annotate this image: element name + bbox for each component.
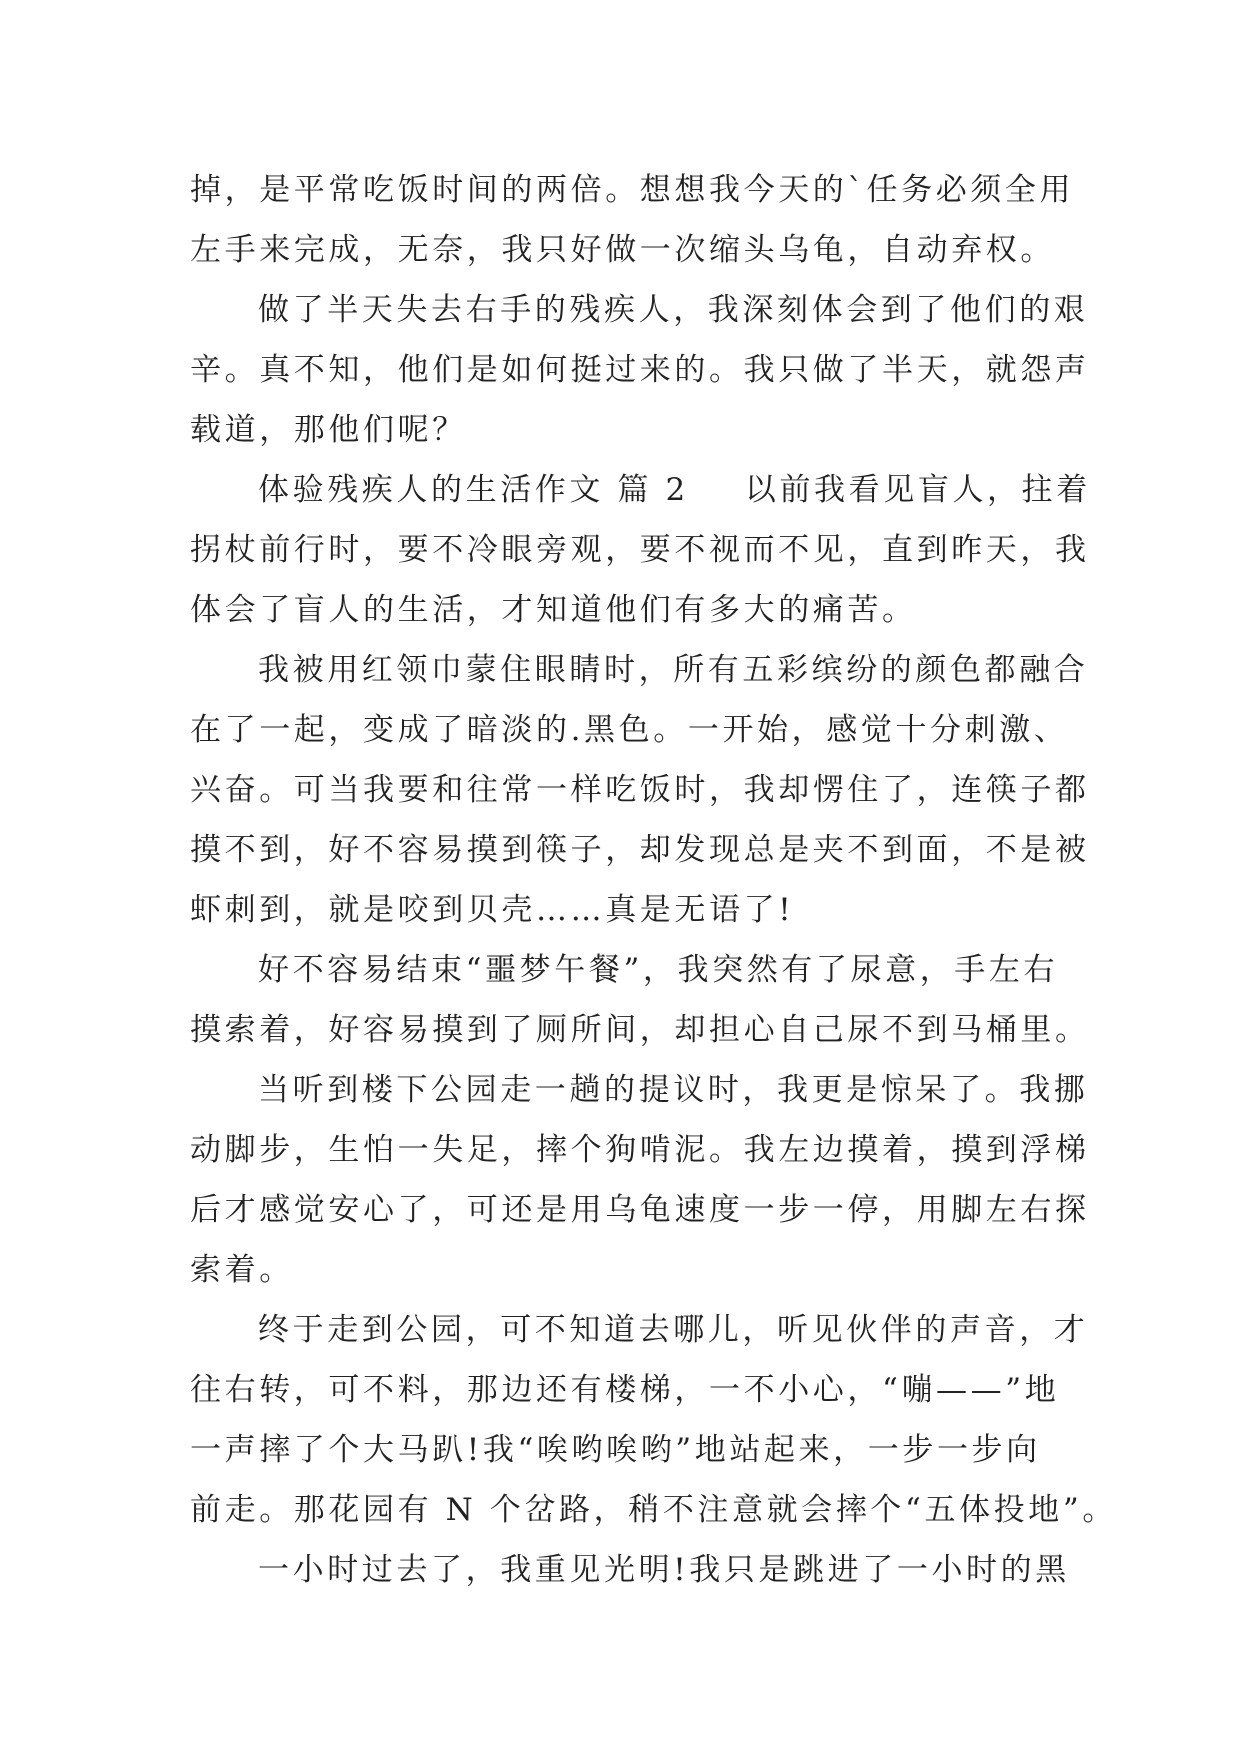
text-line: 在了一起，变成了暗淡的.黑色。一开始，感觉十分刺激、	[190, 712, 1069, 748]
heading-line	[190, 460, 1091, 520]
text-line: 虾刺到，就是咬到贝壳……真是无语了!	[190, 892, 795, 928]
text-line: 动脚步，生怕一失足，摔个狗啃泥。我左边摸着，摸到浮梯	[190, 1132, 1090, 1168]
text-line: 拐杖前行时，要不冷眼旁观，要不视而不见，直到昨天，我	[190, 532, 1090, 568]
text-line: 索着。	[190, 1252, 294, 1288]
text-line: 兴奋。可当我要和往常一样吃饭时，我却愣住了，连筷子都	[190, 772, 1090, 808]
text-line: 我被用红领巾蒙住眼睛时，所有五彩缤纷的颜色都融合	[258, 652, 1089, 688]
text-line: 一声摔了个大马趴!我“唉哟唉哟”地站起来，一步一步向	[190, 1432, 1041, 1468]
text-line: 后才感觉安心了，可还是用乌龟速度一步一停，用脚左右探	[190, 1192, 1090, 1228]
text-line: 以前我看见盲人，拄着	[744, 472, 1091, 508]
text-line: 载道，那他们呢？	[190, 412, 467, 448]
text-line: 摸不到，好不容易摸到筷子，却发现总是夹不到面，不是被	[190, 832, 1090, 868]
text-line: 当听到楼下公园走一趟的提议时，我更是惊呆了。我挪	[258, 1072, 1089, 1108]
text-line: 一小时过去了，我重见光明!我只是跳进了一小时的黑	[258, 1552, 1070, 1588]
text-line: 做了半天失去右手的残疾人，我深刻体会到了他们的艰	[258, 292, 1089, 328]
text-line: 掉，是平常吃饭时间的两倍。想想我今天的`任务必须全用	[190, 172, 1075, 208]
text-line: 往右转，可不料，那边还有楼梯，一不小心，“嘣——”地	[190, 1372, 1060, 1408]
section-heading: 体验残疾人的生活作文 篇 2	[258, 472, 689, 508]
text-line: 终于走到公园，可不知道去哪儿，听见伙伴的声音，才	[258, 1312, 1089, 1348]
article-body	[190, 160, 1117, 1600]
text-line: 前走。那花园有 N 个岔路，稍不注意就会摔个“五体投地”。	[190, 1492, 1117, 1528]
text-line: 好不容易结束“噩梦午餐”，我突然有了尿意，手左右	[258, 952, 1059, 988]
text-line: 辛。真不知，他们是如何挺过来的。我只做了半天，就怨声	[190, 352, 1090, 388]
text-line: 左手来完成，无奈，我只好做一次缩头乌龟，自动弃权。	[190, 232, 1055, 268]
text-line: 摸索着，好容易摸到了厕所间，却担心自己尿不到马桶里。	[190, 1012, 1090, 1048]
text-line: 体会了盲人的生活，才知道他们有多大的痛苦。	[190, 592, 917, 628]
